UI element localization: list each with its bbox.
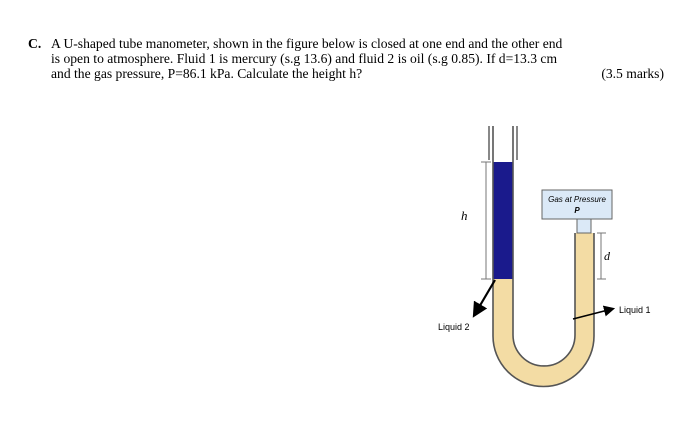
- marks-label: (3.5 marks): [601, 66, 664, 81]
- h-dimension: [481, 162, 491, 279]
- label-liquid-2: Liquid 2: [438, 322, 470, 332]
- gas-connector: [577, 219, 591, 233]
- liquid-2-fill: [493, 162, 513, 279]
- gas-box-label-line1: Gas at Pressure: [548, 195, 606, 204]
- label-d: d: [604, 249, 610, 263]
- gas-box-label-line2: P: [574, 206, 580, 215]
- liquid-2-arrow: [475, 280, 495, 314]
- question-number: C.: [28, 36, 42, 51]
- question-line-2: is open to atmosphere. Fluid 1 is mercury (s.g 13.6) and fluid 2 is oil (s.g 0.85). If d=13.3 cm: [51, 51, 558, 66]
- label-liquid-1: Liquid 1: [619, 305, 651, 315]
- label-h: h: [461, 208, 468, 223]
- question-line-3-text: and the gas pressure, P=86.1 kPa. Calculate the height h?: [51, 66, 363, 81]
- question-line-1-text: A U-shaped tube manometer, shown in the figure below is closed at one end and the other end: [51, 36, 563, 51]
